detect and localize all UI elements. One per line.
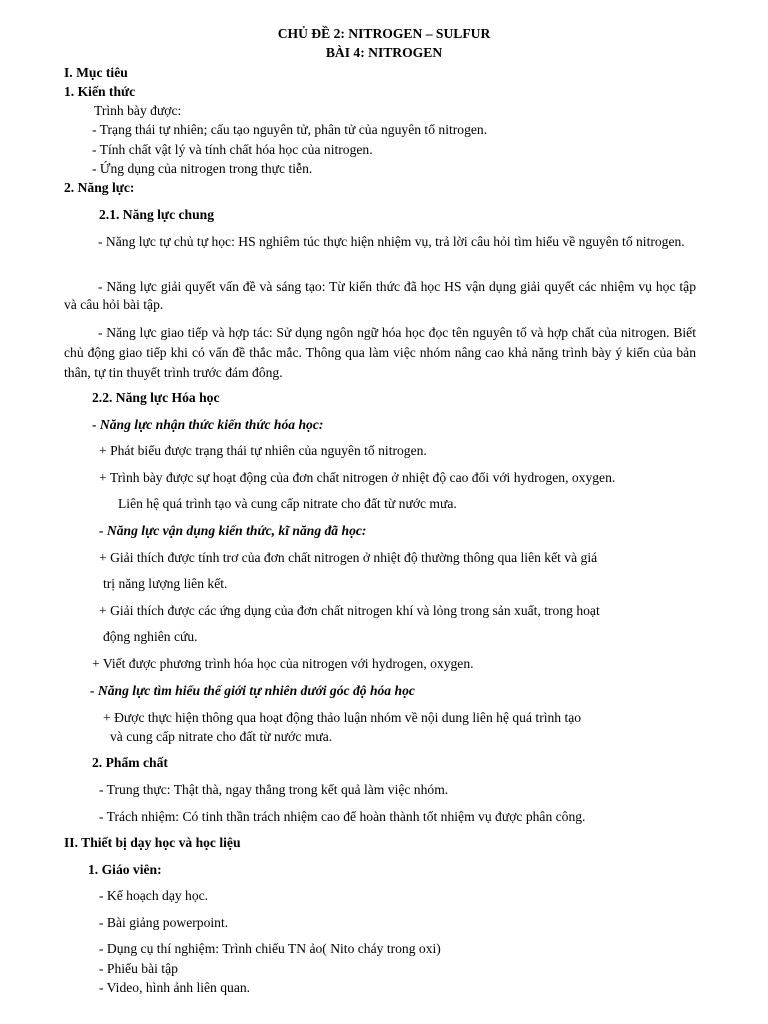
knowledge-item: - Ứng dụng của nitrogen trong thực tiễn. xyxy=(92,161,313,176)
teacher-item: - Phiếu bài tập xyxy=(99,961,178,976)
apply-item: + Giải thích được các ứng dụng của đơn chất nitrogen khí và lỏng trong sản xuất, trong hoạt xyxy=(99,603,600,618)
knowledge-intro: Trình bày được: xyxy=(94,103,182,118)
qualities-item: - Trách nhiệm: Có tinh thần trách nhiệm cao để hoàn thành tốt nhiệm vụ được phân công. xyxy=(99,809,586,824)
cognition-item: + Phát biểu được trạng thái tự nhiên của nguyên tố nitrogen. xyxy=(99,443,427,458)
general-competence-paragraph: - Năng lực tự chủ tự học: HS nghiêm túc thực hiện nhiệm vụ, trả lời câu hỏi tìm hiểu về nguyên tố nitrogen. xyxy=(98,234,685,249)
qualities-item: - Trung thực: Thật thà, ngay thẳng trong kết quả làm việc nhóm. xyxy=(99,782,449,797)
lesson-title: BÀI 4: NITROGEN xyxy=(325,45,443,60)
cognition-item: + Trình bày được sự hoạt động của đơn chất nitrogen ở nhiệt độ cao đối với hydrogen, oxygen. xyxy=(99,470,616,485)
apply-item: + Giải thích được tính trơ của đơn chất nitrogen ở nhiệt độ thường thông qua liên kết và giá xyxy=(99,550,598,565)
knowledge-heading: 1. Kiến thức xyxy=(64,84,136,99)
chemistry-competence-heading: 2.2. Năng lực Hóa học xyxy=(92,390,220,405)
apply-item: + Viết được phương trình hóa học của nitrogen với hydrogen, oxygen. xyxy=(92,656,474,671)
qualities-heading: 2. Phẩm chất xyxy=(92,755,168,770)
section-equipment-heading: II. Thiết bị dạy học và học liệu xyxy=(64,835,241,850)
section-objectives-heading: I. Mục tiêu xyxy=(64,65,128,80)
teacher-heading: 1. Giáo viên: xyxy=(88,862,162,877)
competence-heading: 2. Năng lực: xyxy=(64,180,135,195)
topic-title: CHỦ ĐỀ 2: NITROGEN – SULFUR xyxy=(277,26,491,41)
cognition-item: Liên hệ quá trình tạo và cung cấp nitrate cho đất từ nước mưa. xyxy=(118,496,457,511)
teacher-item: - Dụng cụ thí nghiệm: Trình chiếu TN ảo( Nito cháy trong oxi) xyxy=(99,941,441,956)
apply-item: trị năng lượng liên kết. xyxy=(103,576,228,591)
cognition-heading: - Năng lực nhận thức kiến thức hóa học: xyxy=(92,417,324,432)
knowledge-item: - Tính chất vật lý và tính chất hóa học của nitrogen. xyxy=(92,142,373,157)
general-competence-heading: 2.1. Năng lực chung xyxy=(99,207,215,222)
apply-heading: - Năng lực vận dụng kiến thức, kĩ năng đã học: xyxy=(99,523,367,538)
apply-item: động nghiên cứu. xyxy=(103,629,198,644)
explore-heading: - Năng lực tìm hiểu thế giới tự nhiên dưới góc độ hóa học xyxy=(90,683,415,698)
teacher-item: - Video, hình ảnh liên quan. xyxy=(99,980,251,995)
teacher-item: - Bài giảng powerpoint. xyxy=(99,915,229,930)
explore-item: + Được thực hiện thông qua hoạt động thảo luận nhóm về nội dung liên hệ quá trình tạo xyxy=(103,710,582,725)
general-competence-paragraph: - Năng lực giải quyết vấn đề và sáng tạo: Từ kiến thức đã học HS vận dụng giải quyết các nhiệm vụ học tập và câu hỏi bài tập. xyxy=(64,279,696,312)
general-competence-paragraph: - Năng lực giao tiếp và hợp tác: Sử dụng ngôn ngữ hóa học đọc tên nguyên tố và hợp chất của nitrogen. Biết chủ động giao tiếp khi có vấn đề thắc mắc. Thông qua làm việc nhóm nâng cao khả năng trình bày ý kiến của bản thân, tự tin thuyết trình trước đám đông. xyxy=(64,325,696,380)
teacher-item: - Kế hoạch dạy học. xyxy=(99,888,209,903)
knowledge-item: - Trạng thái tự nhiên; cấu tạo nguyên tử, phân tử của nguyên tố nitrogen. xyxy=(92,122,488,137)
explore-item: và cung cấp nitrate cho đất từ nước mưa. xyxy=(110,729,333,744)
